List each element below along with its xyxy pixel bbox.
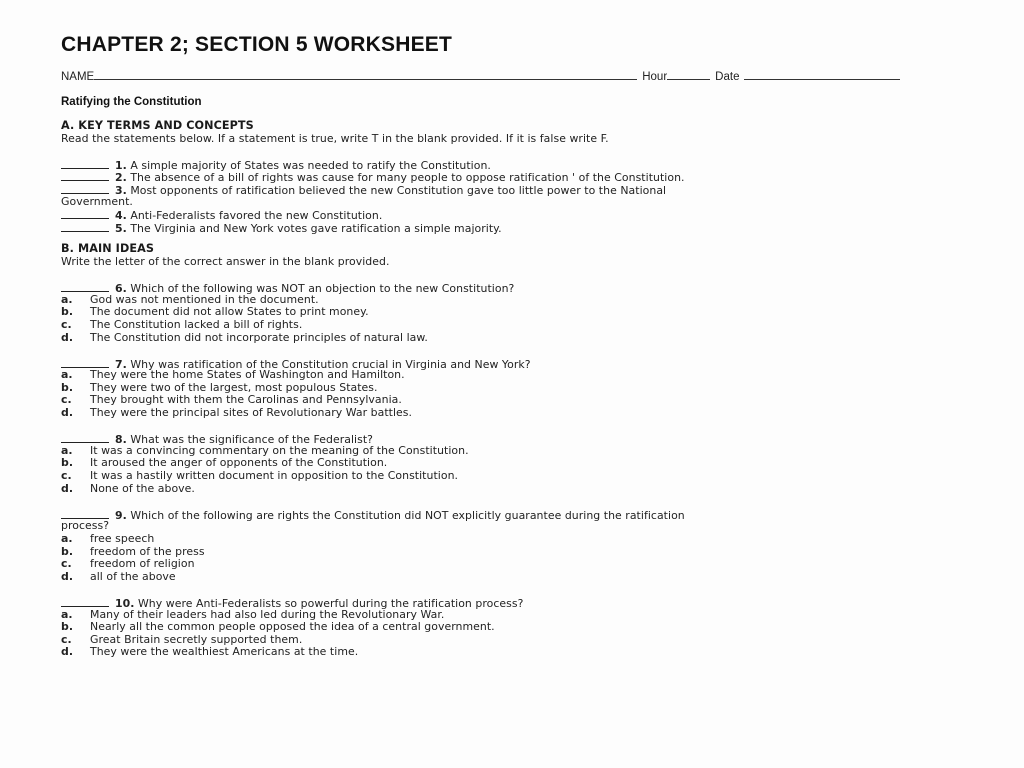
question-text: What was the significance of the Federalist?: [130, 433, 373, 447]
option-text: Many of their leaders had also led during the Revolutionary War.: [90, 607, 445, 621]
option-text: They were the principal sites of Revolutionary War battles.: [90, 406, 413, 420]
section-a-instructions: Read the statements below. If a statement is true, write T in the blank provided. If it is false write F.: [61, 131, 609, 145]
option-text: They were the wealthiest Americans at the time.: [90, 645, 359, 659]
option-text: Nearly all the common people opposed the idea of a central government.: [90, 620, 495, 634]
option-text: It was a hastily written document in opposition to the Constitution.: [90, 469, 459, 483]
option-letter: b.: [61, 305, 74, 319]
option-text: freedom of the press: [90, 544, 205, 558]
option-letter: c.: [61, 469, 72, 483]
option-text: freedom of religion: [90, 557, 195, 571]
question-text: Which of the following was NOT an objection to the new Constitution?: [130, 282, 515, 296]
section-a-heading: A. KEY TERMS AND CONCEPTS: [61, 119, 254, 132]
answer-option: [61, 571, 966, 584]
option-letter: d.: [61, 330, 74, 344]
option-text: all of the above: [90, 569, 176, 583]
section-b-heading: B. MAIN IDEAS: [61, 242, 154, 256]
question-text: Which of the following are rights the Constitution did NOT explicitly guarantee during the ratification: [130, 508, 685, 522]
section-a: [61, 120, 966, 233]
question-block: [61, 357, 966, 420]
option-letter: d.: [61, 406, 74, 420]
question-number: 10.: [115, 596, 135, 610]
option-letter: b.: [61, 544, 74, 558]
multiple-choice-list: [61, 281, 966, 659]
option-text: The Constitution did not incorporate principles of natural law.: [90, 330, 428, 344]
answer-option: [61, 546, 966, 559]
item-text: Most opponents of ratification believed the new Constitution gave too little power to the National: [130, 183, 667, 197]
question-block: [61, 432, 966, 495]
question-stem: [61, 432, 966, 445]
option-letter: d.: [61, 481, 74, 495]
option-text: None of the above.: [90, 481, 195, 495]
option-text: They were two of the largest, most populous States.: [90, 380, 378, 394]
name-blank[interactable]: [94, 68, 637, 80]
answer-option: [61, 332, 966, 345]
option-letter: c.: [61, 557, 72, 571]
option-letter: b.: [61, 456, 74, 470]
question-stem: [61, 508, 966, 521]
question-text: Why were Anti-Federalists so powerful during the ratification process?: [137, 596, 524, 610]
option-text: God was not mentioned in the document.: [90, 292, 319, 306]
option-letter: a.: [61, 607, 73, 621]
question-number: 6.: [115, 282, 127, 296]
true-false-list: [61, 158, 966, 234]
question-text: Why was ratification of the Constitution crucial in Virginia and New York?: [130, 357, 531, 371]
option-letter: c.: [61, 393, 72, 407]
question-block: [61, 281, 966, 344]
answer-blank[interactable]: [61, 221, 109, 232]
option-text: It aroused the anger of opponents of the Constitution.: [90, 456, 388, 470]
question-number: 9.: [115, 508, 127, 522]
answer-blank[interactable]: [61, 208, 109, 219]
option-text: It was a convincing commentary on the meaning of the Constitution.: [90, 443, 469, 457]
question-text-continuation: process?: [61, 519, 110, 533]
option-letter: a.: [61, 368, 73, 382]
item-text: Anti-Federalists favored the new Constitution.: [130, 209, 383, 223]
option-letter: b.: [61, 380, 74, 394]
student-info-row: [61, 68, 966, 84]
option-text: They were the home States of Washington and Hamilton.: [90, 368, 405, 382]
option-text: The Constitution lacked a bill of rights.: [90, 317, 303, 331]
question-stem: [61, 281, 966, 294]
option-letter: d.: [61, 645, 74, 659]
option-letter: a.: [61, 443, 73, 457]
option-letter: c.: [61, 632, 72, 646]
answer-option: [61, 319, 966, 332]
answer-option: [61, 646, 966, 659]
option-text: They brought with them the Carolinas and Pennsylvania.: [90, 393, 402, 407]
option-text: Great Britain secretly supported them.: [90, 632, 303, 646]
name-label: NAME: [61, 71, 95, 83]
date-label: Date: [715, 71, 740, 83]
true-false-item: [61, 158, 966, 171]
answer-blank[interactable]: [61, 183, 109, 194]
item-number: 5.: [115, 221, 127, 235]
section-b: [61, 243, 966, 659]
answer-blank[interactable]: [61, 281, 109, 292]
question-number: 8.: [115, 433, 127, 447]
option-text: The document did not allow States to print money.: [90, 305, 369, 319]
answer-option: [61, 407, 966, 420]
item-number: 3.: [115, 183, 127, 197]
answer-blank[interactable]: [61, 158, 109, 169]
worksheet-title: CHAPTER 2; SECTION 5 WORKSHEET: [61, 33, 453, 56]
item-text: The absence of a bill of rights was cause for many people to oppose ratification ' of the Constitution.: [130, 171, 685, 185]
hour-blank[interactable]: [667, 68, 710, 80]
question-number: 7.: [115, 357, 127, 371]
answer-option: [61, 621, 966, 634]
section-b-instructions: Write the letter of the correct answer in the blank provided.: [61, 254, 390, 268]
answer-option: [61, 369, 966, 382]
question-block: [61, 508, 966, 584]
option-text: free speech: [90, 532, 155, 545]
option-letter: a.: [61, 532, 73, 545]
answer-blank[interactable]: [61, 508, 109, 519]
answer-option: [61, 558, 966, 571]
item-text: A simple majority of States was needed to ratify the Constitution.: [130, 158, 491, 172]
worksheet-page: [61, 30, 966, 659]
true-false-item: [61, 183, 966, 196]
answer-blank[interactable]: [61, 432, 109, 443]
answer-blank[interactable]: [61, 596, 109, 607]
question-block: [61, 596, 966, 659]
hour-label: Hour: [642, 71, 668, 83]
answer-blank[interactable]: [61, 357, 109, 368]
option-letter: b.: [61, 620, 74, 634]
worksheet-subtitle: Ratifying the Constitution: [61, 96, 202, 108]
item-text: The Virginia and New York votes gave ratification a simple majority.: [130, 221, 502, 235]
answer-option: [61, 470, 966, 483]
option-letter: a.: [61, 292, 73, 306]
option-letter: d.: [61, 569, 74, 583]
answer-option: [61, 483, 966, 496]
item-number: 2.: [115, 171, 127, 185]
true-false-item: [61, 208, 966, 221]
answer-option: [61, 533, 966, 546]
item-number: 4.: [115, 209, 127, 223]
answer-blank[interactable]: [61, 170, 109, 181]
question-stem: [61, 596, 966, 609]
date-blank[interactable]: [744, 68, 900, 80]
true-false-item: [61, 221, 966, 234]
item-text-continuation: Government.: [61, 194, 133, 208]
true-false-item: [61, 170, 966, 183]
option-letter: c.: [61, 317, 72, 331]
item-number: 1.: [115, 158, 127, 172]
